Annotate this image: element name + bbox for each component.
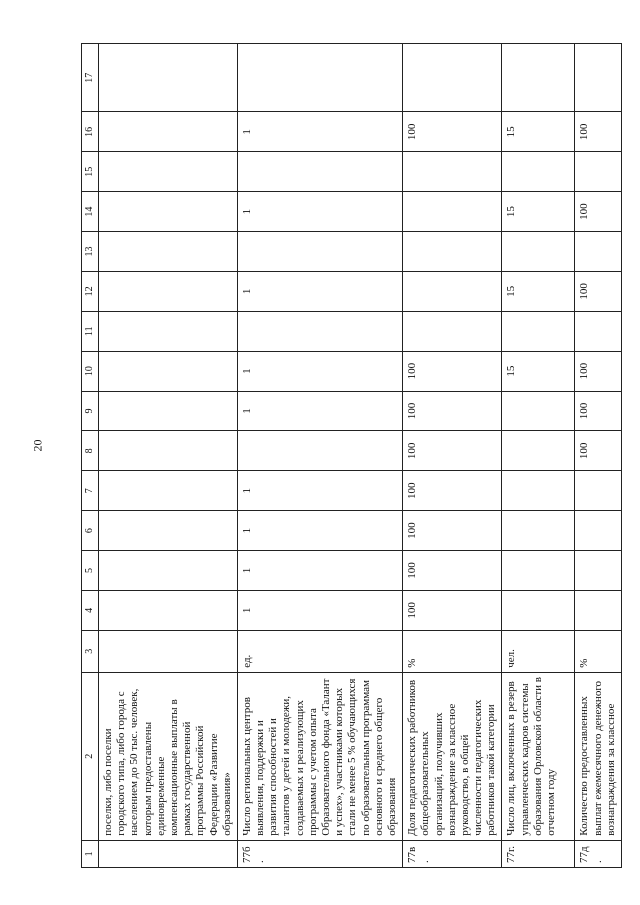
value-cell (502, 431, 575, 471)
value-cell (99, 431, 238, 471)
value-cell: 15 (502, 351, 575, 391)
row-number: 77г. (502, 840, 575, 867)
header-cell: 3 (82, 630, 99, 672)
value-cell (502, 511, 575, 551)
table-row (99, 44, 238, 868)
value-cell: 100 (575, 391, 622, 431)
unit-cell: % (403, 630, 502, 672)
value-cell (237, 232, 402, 272)
value-cell (99, 471, 238, 511)
value-cell (99, 112, 238, 152)
value-cell (99, 391, 238, 431)
header-cell: 11 (82, 311, 99, 351)
value-cell (502, 551, 575, 591)
value-cell: 100 (575, 271, 622, 311)
value-cell (575, 511, 622, 551)
value-cell (99, 551, 238, 591)
unit-cell: % (575, 630, 622, 672)
value-cell: 1 (237, 351, 402, 391)
value-cell (403, 311, 502, 351)
value-cell: 100 (575, 351, 622, 391)
unit-cell: ед. (237, 630, 402, 672)
indicators-table (81, 43, 622, 868)
value-cell (99, 351, 238, 391)
row-number (99, 840, 238, 867)
unit-cell: чел. (502, 630, 575, 672)
value-cell (99, 44, 238, 112)
row-number: 77в. (403, 840, 502, 867)
table-row (403, 44, 502, 868)
value-cell: 100 (575, 431, 622, 471)
value-cell (575, 152, 622, 192)
value-cell (502, 232, 575, 272)
table-header-row (82, 44, 99, 868)
value-cell (237, 152, 402, 192)
indicator-name: Количество предоставленных выплат ежемесячного денежного вознаграждения за классное (575, 672, 622, 840)
value-cell (237, 44, 402, 112)
value-cell: 1 (237, 551, 402, 591)
value-cell (403, 44, 502, 112)
value-cell (237, 431, 402, 471)
table-row (502, 44, 575, 868)
page-number: 20 (30, 439, 45, 452)
value-cell: 15 (502, 192, 575, 232)
header-cell: 10 (82, 351, 99, 391)
value-cell (575, 44, 622, 112)
value-cell (99, 271, 238, 311)
table-row (237, 44, 402, 868)
indicator-name: Доля педагогических работников общеобразовательных организаций, получивших вознаграждение за классное руководство, в общей численности педагогических работников такой категории (403, 672, 502, 840)
value-cell (502, 590, 575, 630)
value-cell: 100 (575, 192, 622, 232)
header-cell: 1 (82, 840, 99, 867)
value-cell: 1 (237, 271, 402, 311)
value-cell (575, 232, 622, 272)
value-cell (575, 551, 622, 591)
value-cell (99, 511, 238, 551)
value-cell (99, 232, 238, 272)
rotated-table-wrapper (81, 43, 622, 868)
header-cell: 14 (82, 192, 99, 232)
value-cell: 100 (403, 391, 502, 431)
value-cell (99, 590, 238, 630)
value-cell (502, 152, 575, 192)
header-cell: 4 (82, 590, 99, 630)
value-cell (502, 471, 575, 511)
indicator-name: Число лиц, включенных в резерв управленческих кадров системы образования Орловской области в отчетном году (502, 672, 575, 840)
value-cell: 1 (237, 511, 402, 551)
value-cell: 100 (575, 112, 622, 152)
value-cell (99, 152, 238, 192)
header-cell: 7 (82, 471, 99, 511)
header-cell: 16 (82, 112, 99, 152)
value-cell (502, 311, 575, 351)
value-cell (575, 471, 622, 511)
value-cell (99, 311, 238, 351)
value-cell: 100 (403, 590, 502, 630)
value-cell: 1 (237, 112, 402, 152)
indicator-name: поселки, либо поселки городского типа, либо города с населением до 50 тыс. человек, которым предоставлены единовременные компенсационные выплаты в рамках государственной программы Российской Федерации «Развитие образования» (99, 672, 238, 840)
value-cell (99, 192, 238, 232)
header-cell: 13 (82, 232, 99, 272)
value-cell: 15 (502, 112, 575, 152)
value-cell: 100 (403, 112, 502, 152)
header-cell: 2 (82, 672, 99, 840)
value-cell: 1 (237, 471, 402, 511)
value-cell: 1 (237, 192, 402, 232)
value-cell: 1 (237, 590, 402, 630)
value-cell: 100 (403, 511, 502, 551)
value-cell: 100 (403, 471, 502, 511)
value-cell (237, 311, 402, 351)
value-cell: 100 (403, 551, 502, 591)
header-cell: 12 (82, 271, 99, 311)
value-cell (403, 192, 502, 232)
table-row (575, 44, 622, 868)
value-cell (403, 152, 502, 192)
header-cell: 5 (82, 551, 99, 591)
indicator-name: Число региональных центров выявления, поддержки и развития способностей и талантов у детей и молодежи, создаваемых и реализующих программы с учетом опыта Образовательного фонда «Талант и успех», участниками которых стали не менее 5 % обучающихся по образовательным программам основного и среднего общего образования (237, 672, 402, 840)
header-cell: 17 (82, 44, 99, 112)
header-cell: 8 (82, 431, 99, 471)
value-cell (502, 391, 575, 431)
unit-cell (99, 630, 238, 672)
header-cell: 6 (82, 511, 99, 551)
row-number: 77д. (575, 840, 622, 867)
header-cell: 9 (82, 391, 99, 431)
value-cell (575, 590, 622, 630)
value-cell (502, 44, 575, 112)
value-cell: 100 (403, 351, 502, 391)
row-number: 77б. (237, 840, 402, 867)
value-cell: 100 (403, 431, 502, 471)
value-cell (575, 311, 622, 351)
value-cell (403, 232, 502, 272)
value-cell: 15 (502, 271, 575, 311)
value-cell: 1 (237, 391, 402, 431)
header-cell: 15 (82, 152, 99, 192)
value-cell (403, 271, 502, 311)
